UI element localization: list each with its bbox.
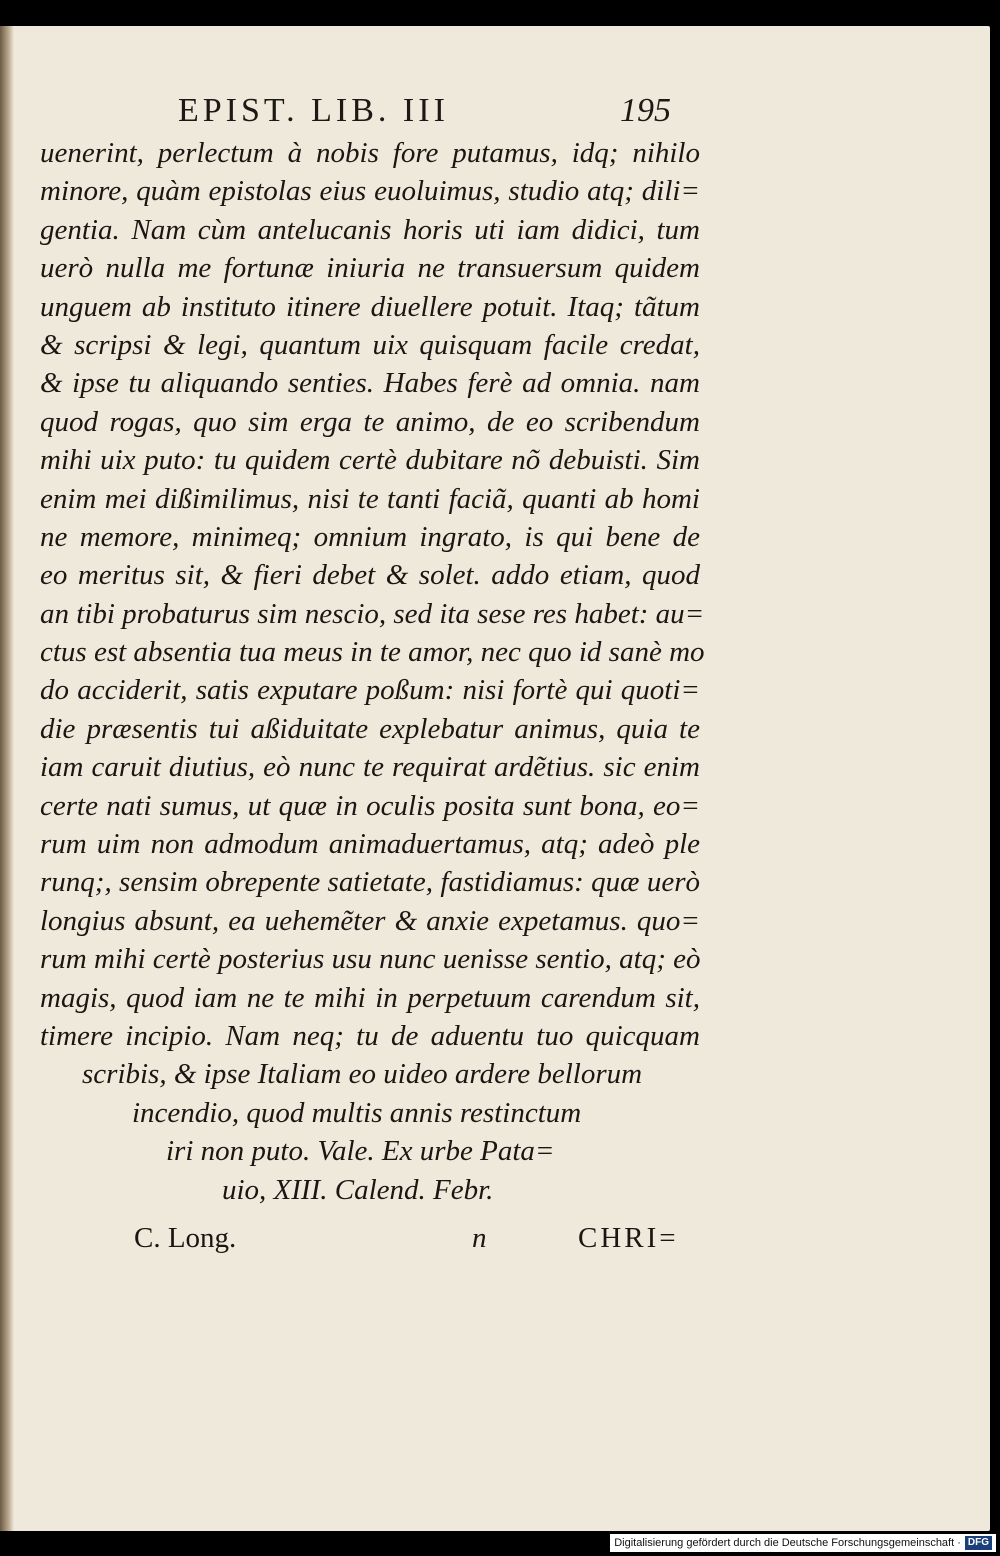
text-line: rum mihi certè posterius usu nunc uenisse sentio, atq; eò — [40, 943, 701, 976]
catchword: CHRI= — [578, 1222, 679, 1254]
gathering-mark: n — [472, 1222, 487, 1254]
page-binding-edge — [0, 26, 14, 1531]
page-number: 195 — [620, 92, 671, 129]
text-line: ctus est absentia tua meus in te amor, nec quo id sanè mo — [40, 636, 705, 669]
page-footer — [0, 1218, 1000, 1258]
signature-mark: C. Long. — [134, 1222, 237, 1254]
body-text — [40, 134, 705, 1209]
text-line: iam caruit diutius, eò nunc te requirat ardẽtius. sic enim — [40, 751, 700, 784]
text-line: certe nati sumus, ut quæ in oculis posita sunt bona, eo= — [40, 789, 700, 822]
text-line: mihi uix puto: tu quidem certè dubitare nõ debuisti. Sim — [40, 444, 700, 477]
text-line: gentia. Nam cùm antelucanis horis uti iam didici, tum — [40, 213, 700, 246]
text-line: unguem ab instituto itinere diuellere potuit. Itaq; tãtum — [40, 290, 700, 323]
text-line: uio, XIII. Calend. Febr. — [222, 1173, 494, 1206]
text-line: uerò nulla me fortunæ iniuria ne transuersum quidem — [40, 252, 700, 285]
text-line: iri non puto. Vale. Ex urbe Pata= — [166, 1135, 555, 1168]
running-head — [0, 92, 1000, 132]
text-line: enim mei dißimilimus, nisi te tanti faciã, quanti ab homi — [40, 482, 700, 515]
dfg-logo: DFG — [965, 1536, 992, 1550]
text-line: quod rogas, quo sim erga te animo, de eo scribendum — [40, 405, 700, 438]
text-line: ne memore, minimeq; omnium ingrato, is qui bene de — [40, 520, 700, 553]
text-line: eo meritus sit, & fieri debet & solet. addo etiam, quod — [40, 559, 700, 592]
text-line: scribis, & ipse Italiam eo uideo ardere bellorum — [82, 1058, 643, 1091]
running-head-title: EPIST. LIB. III — [178, 92, 449, 129]
text-line: incendio, quod multis annis restinctum — [132, 1096, 582, 1129]
text-line: uenerint, perlectum à nobis fore putamus, idq; nihilo — [40, 137, 700, 169]
text-line: do acciderit, satis exputare poßum: nisi fortè qui quoti= — [40, 674, 700, 707]
text-line: timere incipio. Nam neq; tu de aduentu tuo quicquam — [40, 1019, 700, 1052]
digitization-credit — [610, 1534, 996, 1552]
text-line: runq;, sensim obrepente satietate, fastidiamus: quæ uerò — [40, 866, 700, 899]
text-line: & scripsi & legi, quantum uix quisquam facile credat, — [40, 328, 700, 361]
text-line: magis, quod iam ne te mihi in perpetuum carendum sit, — [40, 981, 700, 1014]
text-line: minore, quàm epistolas eius euoluimus, studio atq; dili= — [40, 175, 700, 208]
text-line: rum uim non admodum animaduertamus, atq; adeò ple — [40, 828, 700, 861]
text-line: & ipse tu aliquando senties. Habes ferè ad omnia. nam — [40, 367, 700, 400]
text-line: an tibi probaturus sim nescio, sed ita sese res habet: au= — [40, 597, 705, 630]
credit-text: Digitalisierung gefördert durch die Deutsche Forschungsgemeinschaft · — [614, 1537, 961, 1549]
text-line: longius absunt, ea uehemẽter & anxie expetamus. quo= — [40, 904, 700, 937]
text-line: die præsentis tui aßiduitate explebatur animus, quia te — [40, 712, 700, 745]
